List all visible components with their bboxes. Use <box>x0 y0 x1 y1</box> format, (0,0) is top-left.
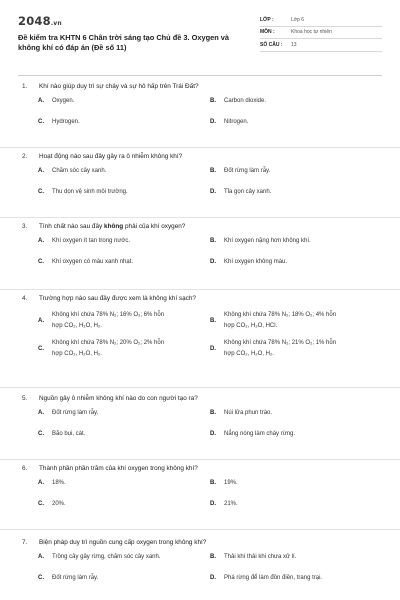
question-stem: Nguồn gây ô nhiễm không khí nào do con người tạo ra? <box>39 395 198 402</box>
option-a[interactable] <box>38 479 210 488</box>
option-text: Tỉa gọn cây xanh. <box>224 188 272 195</box>
brand-suffix: .vn <box>50 20 62 27</box>
option-text: Khí oxygen có màu xanh nhạt. <box>52 258 134 265</box>
option-text: Nắng nóng làm cháy rừng. <box>224 430 296 437</box>
option-text: Carbon dioxide. <box>224 98 267 104</box>
meta-label: LỚP : <box>260 16 274 23</box>
question-number: 4. <box>22 295 28 302</box>
option-text: 20%. <box>52 500 66 507</box>
option-text <box>224 338 374 360</box>
question-stem: Biện pháp duy trì nguồn cung cấp oxygen trong không khí? <box>39 539 207 546</box>
option-a[interactable] <box>38 237 210 246</box>
option-a[interactable] <box>38 409 210 418</box>
option-letter: B. <box>210 554 216 560</box>
question-number: 6. <box>22 465 28 472</box>
option-letter: B. <box>210 480 216 486</box>
question-3 <box>0 222 400 290</box>
option-letter: C. <box>38 430 44 437</box>
meta-label: SỐ CÂU : <box>260 41 283 48</box>
option-c[interactable] <box>38 574 210 583</box>
option-d[interactable] <box>210 188 382 197</box>
meta-value: Lớp 6 <box>291 16 305 23</box>
option-text: Nitrogen. <box>224 118 249 125</box>
option-letter: D. <box>210 345 216 352</box>
option-c[interactable] <box>38 258 210 267</box>
option-a[interactable] <box>38 310 210 332</box>
option-text: 21%. <box>224 500 238 507</box>
question-number: 5. <box>22 395 28 402</box>
option-letter: D. <box>210 188 216 195</box>
question-number: 1. <box>22 83 28 90</box>
question-6 <box>0 464 400 530</box>
option-b[interactable] <box>210 237 382 246</box>
option-letter: D. <box>210 500 216 507</box>
option-b[interactable] <box>210 553 382 562</box>
option-line: hợp CO₂, H₂O, H₂. <box>52 323 102 329</box>
option-text <box>224 310 374 332</box>
option-letter: A. <box>38 98 44 104</box>
option-c[interactable] <box>38 430 210 439</box>
option-line: hợp CO₂, H₂O, HCl. <box>224 323 278 329</box>
header-left <box>18 14 240 53</box>
question-number: 2. <box>22 153 28 160</box>
option-text: Đốt rừng làm rẫy. <box>52 410 99 416</box>
options <box>18 167 382 196</box>
option-text: Núi lửa phun trào. <box>224 410 273 416</box>
option-letter: B. <box>210 410 216 416</box>
options <box>18 553 382 582</box>
meta-row-class <box>260 14 382 27</box>
question-5 <box>0 394 400 460</box>
option-line: Không khí chứa 78% N₂; 16% O₂; 6% hỗn <box>52 312 165 318</box>
meta-row-subject <box>260 27 382 40</box>
option-letter: C. <box>38 258 44 265</box>
option-letter: C. <box>38 118 44 125</box>
brand-logo[interactable] <box>18 14 240 28</box>
question-number: 3. <box>22 223 28 230</box>
option-text: Phá rừng để làm đồn điền, trang trại. <box>224 574 323 581</box>
option-text: Khí oxygen ít tan trong nước. <box>52 238 130 244</box>
option-letter: D. <box>210 574 216 581</box>
question-4 <box>0 294 400 388</box>
option-letter: A. <box>38 410 44 416</box>
option-line: Không khí chứa 78% N₂; 20% O₂; 2% hỗn <box>52 340 165 346</box>
option-letter: B. <box>210 317 216 324</box>
question-text <box>18 82 382 91</box>
option-letter: A. <box>38 168 44 174</box>
option-text <box>52 338 202 360</box>
option-d[interactable] <box>210 500 382 509</box>
stem-part: Tính chất nào sau đây <box>39 223 105 230</box>
page-title: Đề kiểm tra KHTN 6 Chân trời sáng tạo Chủ đề 3. Oxygen và không khí có đáp án (Đề số 11) <box>18 33 230 52</box>
meta-value: 13 <box>291 41 297 48</box>
option-text: Đốt rừng làm rẫy. <box>224 168 271 174</box>
question-text <box>18 222 382 231</box>
question-text <box>18 394 382 403</box>
options <box>18 479 382 508</box>
option-a[interactable] <box>38 553 210 562</box>
option-letter: A. <box>38 238 44 244</box>
option-text: Oxygen. <box>52 98 75 104</box>
option-letter: C. <box>38 188 44 195</box>
option-b[interactable] <box>210 97 382 106</box>
option-letter: D. <box>210 258 216 265</box>
meta-row-count <box>260 39 382 52</box>
option-text: Đốt rừng làm rẫy. <box>52 574 99 581</box>
option-text: 18%. <box>52 480 66 486</box>
option-text: Hydrogen. <box>52 118 80 125</box>
option-letter: D. <box>210 430 216 437</box>
option-letter: D. <box>210 118 216 125</box>
meta-panel <box>260 14 382 52</box>
option-text: Trồng cây gây rừng, chăm sóc cây xanh. <box>52 554 161 560</box>
options <box>18 409 382 438</box>
option-text: Chăm sóc cây xanh. <box>52 168 107 174</box>
option-b[interactable] <box>210 409 382 418</box>
option-letter: A. <box>38 554 44 560</box>
question-2 <box>0 152 400 218</box>
option-text: Khí oxygen nặng hơn không khí. <box>224 238 311 244</box>
option-letter: B. <box>210 238 216 244</box>
option-letter: A. <box>38 317 44 324</box>
option-text <box>52 310 202 332</box>
meta-value: Khoa học tự nhiên <box>291 29 332 36</box>
option-line: Không khí chứa 78% N₂; 21% O₂; 1% hỗn <box>224 340 337 346</box>
option-b[interactable] <box>210 479 382 488</box>
option-a[interactable] <box>38 167 210 176</box>
option-d[interactable] <box>210 258 382 267</box>
option-line: hợp CO₂, H₂O, H₂. <box>52 351 102 357</box>
header <box>18 14 382 64</box>
option-c[interactable] <box>38 500 210 509</box>
option-letter: A. <box>38 480 44 486</box>
option-b[interactable] <box>210 310 382 332</box>
option-d[interactable] <box>210 338 382 360</box>
options <box>18 237 382 266</box>
option-text: Bão bụi, cát. <box>52 430 86 437</box>
question-stem: Khí nào giúp duy trì sự cháy và sự hô hấp trên Trái Đất? <box>39 83 199 90</box>
option-letter: B. <box>210 98 216 104</box>
question-stem: Thành phần phần trăm của khí oxygen trong không khí? <box>39 465 198 472</box>
question-number: 7. <box>22 539 28 546</box>
option-c[interactable] <box>38 118 210 127</box>
question-text <box>18 464 382 473</box>
option-d[interactable] <box>210 574 382 583</box>
stem-emphasis: không <box>104 223 124 230</box>
question-stem: Trường hợp nào sau đây được xem là không khí sạch? <box>39 295 196 302</box>
header-divider <box>18 75 382 76</box>
question-text <box>18 538 382 547</box>
option-c[interactable] <box>38 338 210 360</box>
meta-label: MÔN : <box>260 29 275 36</box>
option-line: hợp CO₂, H₂O, H₂. <box>224 351 274 357</box>
option-a[interactable] <box>38 97 210 106</box>
option-text: 19%. <box>224 480 238 486</box>
option-d[interactable] <box>210 430 382 439</box>
option-text: Khí oxygen không màu. <box>224 258 288 265</box>
option-b[interactable] <box>210 167 382 176</box>
question-text <box>18 152 382 161</box>
options <box>18 97 382 126</box>
question-7 <box>0 538 400 600</box>
question-1 <box>0 82 400 148</box>
option-letter: C. <box>38 500 44 507</box>
option-letter: C. <box>38 345 44 352</box>
option-c[interactable] <box>38 188 210 197</box>
question-stem <box>39 222 185 231</box>
option-line: Không khí chứa 78% N₂; 18% O₂; 4% hỗn <box>224 312 337 318</box>
question-stem: Hoạt động nào sau đây gây ra ô nhiễm không khí? <box>39 153 183 160</box>
options <box>18 310 382 360</box>
option-text: Thải khí thải khi chưa xử lí. <box>224 554 297 560</box>
option-letter: C. <box>38 574 44 581</box>
stem-part: phải của khí oxygen? <box>123 223 186 230</box>
brand-name: 2048 <box>18 14 51 28</box>
option-letter: B. <box>210 168 216 174</box>
option-d[interactable] <box>210 118 382 127</box>
option-text: Thu dọn vệ sinh môi trường. <box>52 188 128 195</box>
question-text <box>18 294 382 303</box>
